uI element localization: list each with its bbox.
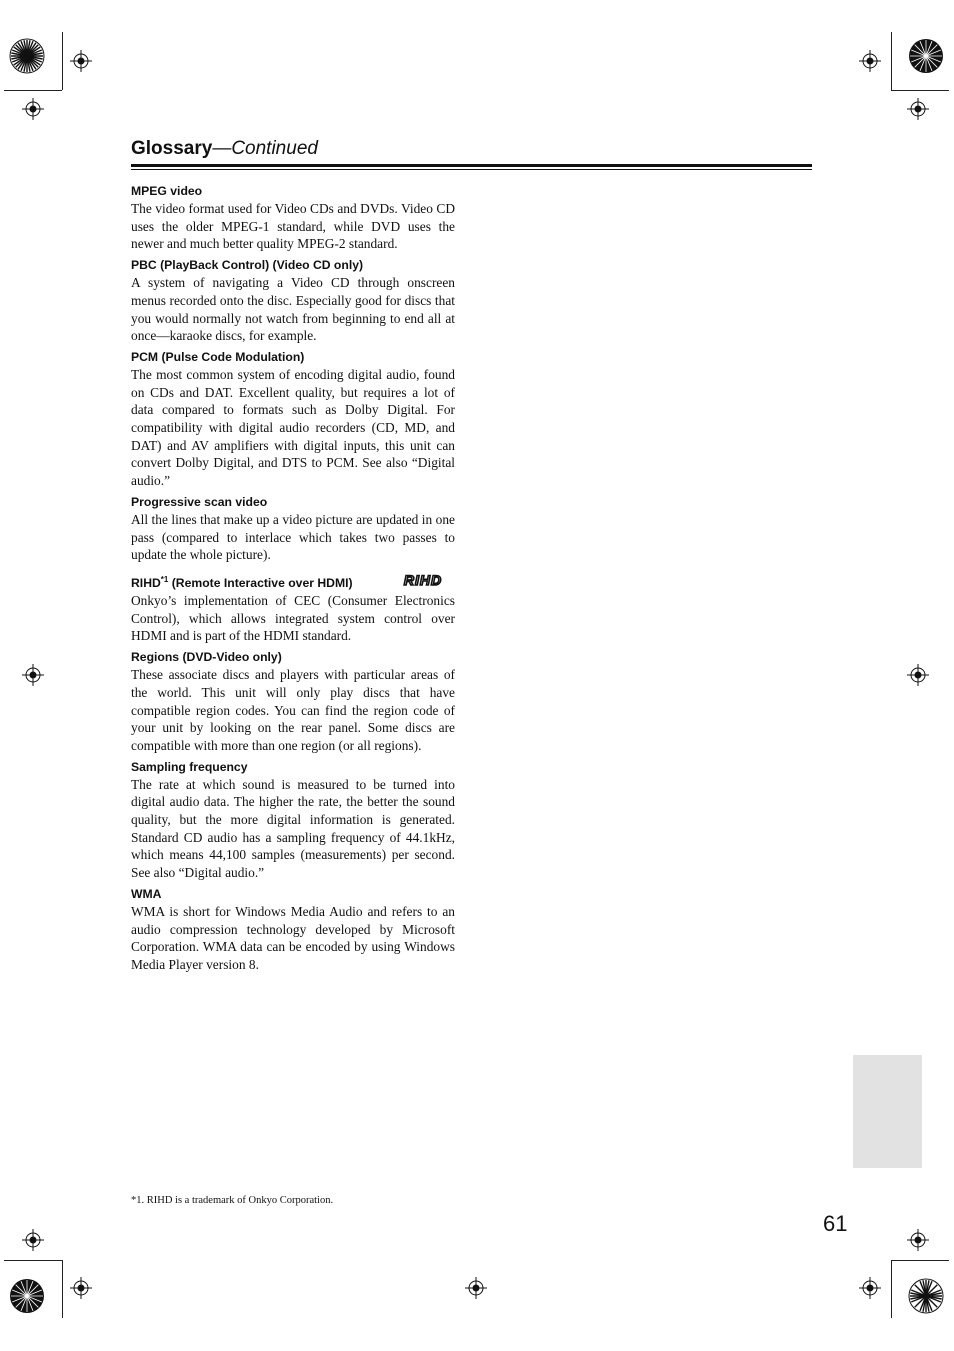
header-rule-thin (131, 169, 812, 170)
glossary-entry (131, 886, 455, 974)
glossary-term: Regions (DVD-Video only) (131, 650, 282, 665)
glossary-term: WMA (131, 886, 162, 901)
glossary-column (131, 183, 455, 978)
registration-mark-icon (859, 50, 881, 72)
footnote: *1. RIHD is a trademark of Onkyo Corporation. (131, 1195, 334, 1206)
rihd-logo-icon (391, 573, 455, 587)
glossary-term-suffix: (Remote Interactive over HDMI) (168, 576, 353, 591)
registration-mark-icon (22, 1229, 44, 1251)
glossary-term: PBC (PlayBack Control) (Video CD only) (131, 258, 364, 273)
glossary-entry (131, 257, 455, 345)
glossary-definition: Onkyo’s implementation of CEC (Consumer Electronics Control), which allows integrated system control over HDMI and is part of the HDMI standard. (131, 593, 455, 644)
glossary-entry (131, 759, 455, 882)
page-title: Glossary (131, 138, 213, 159)
glossary-term: MPEG video (131, 184, 203, 198)
registration-mark-icon (22, 664, 44, 686)
registration-mark-icon (859, 1277, 881, 1299)
glossary-entry (131, 494, 455, 564)
glossary-term: PCM (Pulse Code Modulation) (131, 349, 305, 364)
starburst-icon (9, 38, 45, 74)
starburst-icon (908, 1278, 944, 1314)
glossary-term: Sampling frequency (131, 759, 248, 774)
registration-mark-icon (22, 98, 44, 120)
glossary-term: Progressive scan video (131, 494, 268, 509)
footnote-ref: *1 (160, 574, 169, 584)
glossary-term-prefix: RIHD (131, 576, 161, 591)
glossary-definition: All the lines that make up a video picture are updated in one pass (compared to interlace which takes two passes to update the whole picture). (131, 511, 455, 563)
page-title-continued: —Continued (212, 138, 318, 159)
glossary-entry (131, 183, 455, 253)
glossary-definition: WMA is short for Windows Media Audio and refers to an audio compression technology developed by Microsoft Corporation. WMA data can be encoded by using Windows Media Player version 8. (131, 903, 455, 972)
section-side-tab (853, 1055, 922, 1168)
registration-mark-icon (907, 1229, 929, 1251)
glossary-definition: A system of navigating a Video CD through onscreen menus recorded onto the disc. Especially good for discs that you would normally not watch from beginning to end all at once—karaoke discs, for example. (131, 275, 455, 344)
rihd-logo-text: RIHD (403, 572, 443, 587)
page-number: 61 (823, 1211, 848, 1236)
registration-mark-icon (907, 664, 929, 686)
registration-mark-icon (907, 98, 929, 120)
starburst-icon (9, 1278, 45, 1314)
starburst-icon (908, 38, 944, 74)
glossary-entry (131, 349, 455, 490)
registration-mark-icon (465, 1277, 487, 1299)
glossary-term-row (131, 568, 455, 592)
header-rule (131, 164, 812, 167)
glossary-definition: The rate at which sound is measured to be turned into digital audio data. The higher the rate, the better the sound quality, but the more digital information is generated. Standard CD audio has a sampling frequency of 44.1kHz, which means 44,100 samples (measurements) per second. See also “Digital audio.” (131, 776, 455, 881)
registration-mark-icon (70, 1277, 92, 1299)
glossary-definition: These associate discs and players with particular areas of the world. This unit will only play discs that have compatible region codes. You can find the region code of your unit by looking on the rear panel. Some discs are compatible with more than one region (or all regions). (131, 667, 455, 753)
registration-mark-icon (70, 50, 92, 72)
glossary-term (131, 571, 353, 592)
glossary-entry (131, 649, 455, 755)
glossary-entry-rihd (131, 568, 455, 645)
glossary-definition: The most common system of encoding digital audio, found on CDs and DAT. Excellent quality, but requires a lot of data compared to formats such as Dolby Digital. For compatibility with digital audio recorders (CD, MD, and DAT) and AV amplifiers with digital inputs, this unit can convert Dolby Digital, and DTS to PCM. See also “Digital audio.” (131, 366, 455, 489)
glossary-definition: The video format used for Video CDs and DVDs. Video CD uses the older MPEG-1 standard, while DVD uses the newer and much better quality MPEG-2 standard. (131, 201, 455, 252)
page-header (131, 138, 812, 160)
